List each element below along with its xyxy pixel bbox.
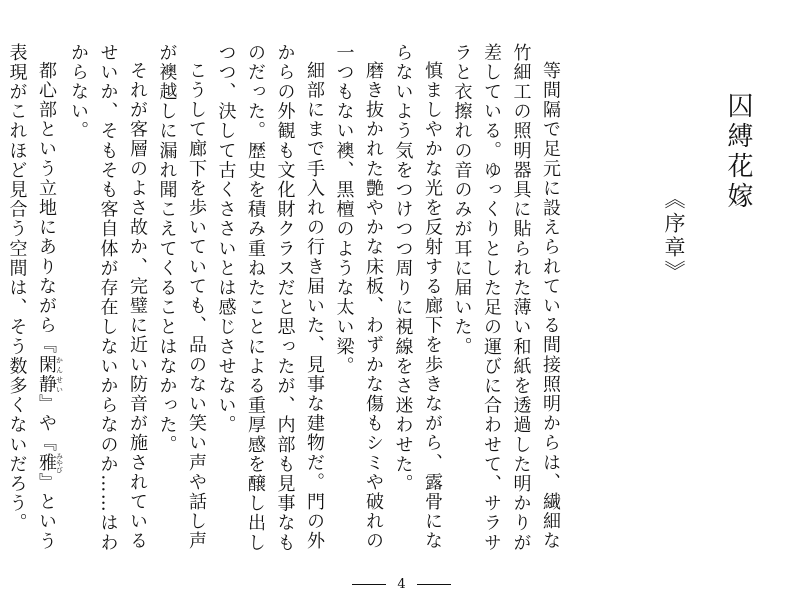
paragraph bbox=[2, 43, 64, 563]
paragraph: 慎ましやかな光を反射する廊下を歩きながら、露骨にならないよう気をつけつつ周りに視線をさ迷わせた。 bbox=[392, 43, 443, 551]
footer-rule-left bbox=[352, 584, 386, 585]
page-footer bbox=[0, 577, 803, 592]
paragraph: 等間隔で足元に設えられている間接照明からは、繊細な竹細工の照明器具に貼られた薄い和紙を透過した明かりが差している。ゆっくりとした足の運びに合わせて、サラサラと衣擦れの音のみが耳に届いた。 bbox=[451, 43, 561, 553]
book-title: 囚縛花嫁 bbox=[723, 92, 753, 212]
ruby-reading: かんせい bbox=[55, 355, 64, 395]
footer-rule-right bbox=[417, 584, 451, 585]
ruby-text bbox=[36, 355, 64, 395]
paragraph: 磨き抜かれた艶やかな床板、わずかな傷もシミや破れの一つもない襖、黒檀のような太い梁。 bbox=[333, 43, 384, 551]
ruby-text bbox=[36, 452, 64, 474]
page-number: 4 bbox=[397, 577, 406, 592]
paragraph: こうして廊下を歩いていても、品のない笑い声や話し声が襖越しに漏れ聞こえてくることはなかった。 bbox=[156, 43, 207, 551]
chapter-heading: 《序章》 bbox=[662, 188, 686, 284]
paragraph: 細部にまで手入れの行き届いた、見事な建物だ。門の外からの外観も文化財クラスだと思ったが、内部も見事なものだった。歴史を積み重ねたことによる重厚感を醸し出しつつ、決して古くささいとは感じさせない。 bbox=[215, 43, 325, 553]
body-text bbox=[2, 43, 565, 563]
ruby-base: 雅 bbox=[36, 452, 57, 474]
ruby-reading: みやび bbox=[55, 452, 64, 474]
ruby-base: 閑静 bbox=[36, 355, 57, 395]
text-run: 』や『 bbox=[36, 394, 57, 454]
paragraph: それが客層のよさ故か、完璧に近い防音が施されているせいか、そもそも客自体が存在しないからなのか……はわからない。 bbox=[68, 43, 148, 553]
text-run: 都心部という立地にありながら『 bbox=[36, 61, 57, 355]
text-run: 』という表現がこれほど見合う空間は、そう数多くないだろう。 bbox=[6, 43, 57, 552]
